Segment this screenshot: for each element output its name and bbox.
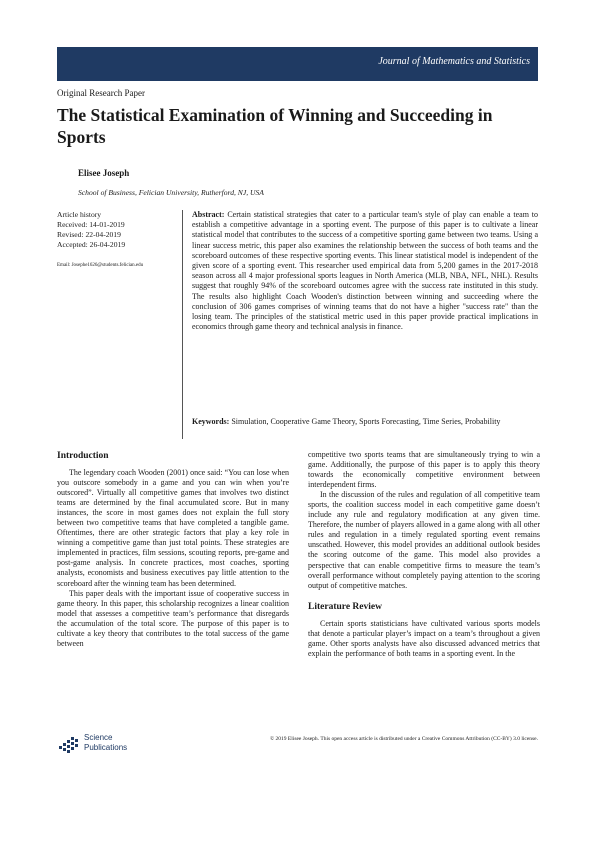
accepted-date: Accepted: 26-04-2019 bbox=[57, 240, 126, 249]
lit-review-paragraph-1: Certain sports statisticians have cultivated various sports models that denote a particular player’s impact on a team’s throughout a given game. Other sports analysts have also discussed advanced metrics that explain the performance of both teams in a sporting event. In the bbox=[308, 618, 540, 658]
abstract bbox=[192, 210, 538, 332]
keywords-label: Keywords: bbox=[192, 417, 230, 426]
paper-type: Original Research Paper bbox=[57, 88, 145, 98]
intro-paragraph-3: competitive two sports teams that are simultaneously trying to win a game. Additionally, the purpose of this paper is to apply this theory towards the economically competitive environment between interdependent firms. bbox=[308, 450, 540, 490]
author-name: Elisee Joseph bbox=[78, 168, 130, 178]
intro-paragraph-2: This paper deals with the important issue of cooperative success in game theory. In this paper, this scholarship recognizes a linear coalition model that assesses a competitive team’s performance that disregards the accumulation of the total score. The purpose of this paper is to cultivate a key theory that contributes to the total success of the game between bbox=[57, 588, 289, 648]
history-divider bbox=[182, 210, 183, 439]
left-column bbox=[57, 450, 289, 649]
science-publications-logo bbox=[57, 732, 157, 756]
journal-header-bar bbox=[57, 47, 538, 81]
history-heading: Article history bbox=[57, 210, 102, 219]
paper-title: The Statistical Examination of Winning and Succeeding in Sports bbox=[57, 105, 493, 147]
article-history bbox=[57, 210, 177, 250]
author-email[interactable]: Email: Josephe1626@students.felician.edu bbox=[57, 263, 144, 268]
journal-name: Journal of Mathematics and Statistics bbox=[378, 56, 530, 67]
intro-paragraph-4: In the discussion of the rules and regulation of all competitive team sports, the coalition success model in each competitive game doesn’t include any rule and regulatory modification at any given time. Therefore, the number of players allowed in a game along with all other rules and regulation in a timely regulated sporting event remains unscathed. However, this model provides an additional outlook besides the scoring outcome of the game. This model also provides a perspective that can enable competitive firms to measure the team’s overall performance without completely paying attention to the scoring output of competitive matches. bbox=[308, 490, 540, 590]
publisher-name-line1: Science bbox=[84, 733, 113, 742]
received-date: Received: 14-01-2019 bbox=[57, 220, 125, 229]
abstract-label: Abstract: bbox=[192, 210, 225, 219]
revised-date: Revised: 22-04-2019 bbox=[57, 230, 121, 239]
literature-review-heading: Literature Review bbox=[308, 601, 382, 612]
keywords bbox=[192, 417, 538, 427]
copyright-notice: © 2019 Elisee Joseph. This open access article is distributed under a Creative Commons Attribution (CC-BY) 3.0 license. bbox=[269, 736, 538, 742]
publisher-name bbox=[84, 733, 127, 753]
abstract-text: Certain statistical strategies that cater to a particular team's style of play can enable a team to establish a competitive advantage in a sporting event. The purpose of this paper is to cultivate a linear statistical model that contributes to the success of a competitive sporting game between two teams. Using a linear success metric, this paper also examines the relationship between the success of both teams and the scoreboard outcomes of these respective sporting events. This linear statistical model is independent of the given score of a sporting event. This researcher used empirical data from 5,200 games in the 2017-2018 season across all 4 major professional sports leagues in North America (MLB, NBA, NFL, NHL). Results suggest that roughly 94% of the scoreboard outcomes agree with the success rate instituted in this study. The results also highlight Coach Wooden's distinction between winning and succeeding where the conclusion of 306 games comprises of winning teams that do not have a higher "success rate" than the losing team. The principles of the statistical metric used in this paper provide practical implications in economics through game theory and technical analysis in finance. bbox=[192, 210, 539, 332]
publisher-name-line2: Publications bbox=[84, 743, 128, 752]
introduction-heading: Introduction bbox=[57, 451, 109, 461]
keywords-text: Simulation, Cooperative Game Theory, Sports Forecasting, Time Series, Probability bbox=[231, 417, 501, 426]
intro-paragraph-1: The legendary coach Wooden (2001) once said: “You can lose when you outscore somebody in a game and you can win when you’re outscored”. Virtually all competitive games that involves two distinct teams are determined by the final accumulated score. But in many instances, the score in most games does not explain the full story between two competitive teams that have completed a tangible game. Oftentimes, there are other strategic factors that play a key role in winning a competitive game than just total points. These strategies are implemented in practices, film sessions, scouting reports, pre-game and post-game analysis. In concrete practices, most coaches, sporting analysts, economists and business executives pay little attention to the scoreboard after the winning team has been determined. bbox=[57, 468, 289, 588]
right-column bbox=[308, 450, 540, 659]
publisher-mark-icon bbox=[57, 732, 81, 756]
affiliation: School of Business, Felician University, Rutherford, NJ, USA bbox=[78, 188, 264, 197]
